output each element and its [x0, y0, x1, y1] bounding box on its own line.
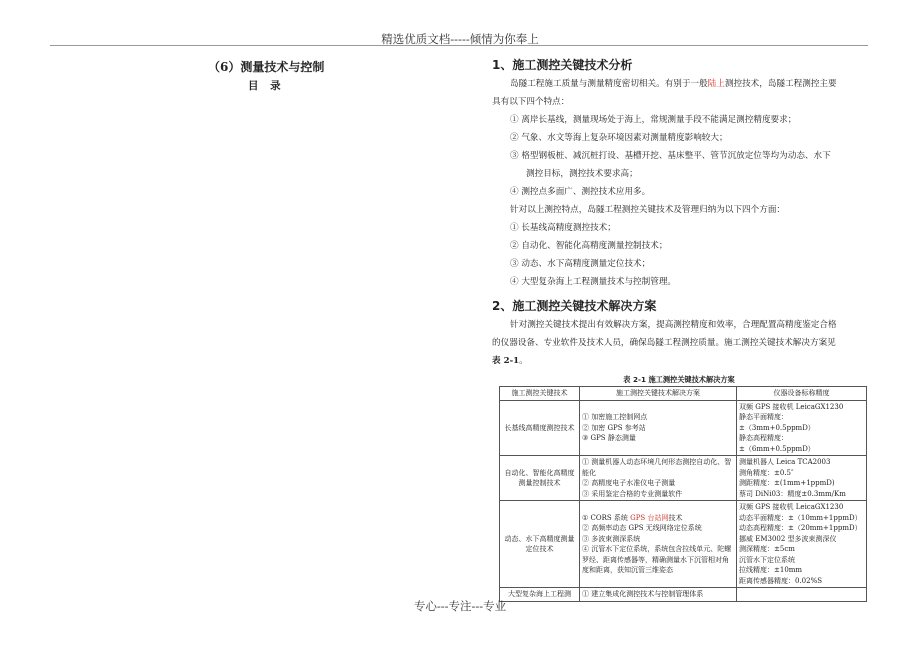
feature-item: ④ 测控点多面广、测控技术应用多。: [510, 187, 651, 197]
table-header-cell: 施工测控关键技术: [500, 387, 580, 401]
intro-line-2: 具有以下四个特点：: [492, 97, 570, 107]
solutions-cell: [580, 501, 737, 588]
tech-name-cell: 长基线高精度测控技术: [500, 400, 580, 456]
page-footer: 专心---专注---专业: [413, 599, 507, 613]
equipment-line: ±（6mm+0.5ppmD）: [739, 444, 815, 453]
intro-line-1: [492, 75, 866, 93]
right-column: [492, 56, 866, 602]
solution-text: ① CORS 系统: [582, 513, 631, 522]
feature-item: ③ 格型钢板桩、减沉桩打设、基槽开挖、基床整平、管节沉放定位等均为动态、水下: [510, 151, 831, 161]
aspect-item: ① 长基线高精度测控技术；: [510, 223, 616, 233]
solutions-table: [499, 386, 867, 602]
solution-item: ③ 采用鉴定合格的专业测量软件: [582, 489, 683, 498]
table-header-row: [500, 387, 867, 401]
solution-text: 技术: [668, 513, 683, 522]
equipment-line: 测距精度：±(1mm+1ppmD): [739, 479, 835, 487]
intro-highlight: 陆上: [707, 79, 725, 89]
equipment-line: 测量机器人 Leica TCA2003: [739, 458, 831, 466]
intro-text-a: 岛隧工程施工质量与测量精度密切相关。有别于一般: [510, 79, 708, 89]
solution-item: ② 高频率动态 GPS 无线网络定位系统: [582, 524, 702, 532]
summary-line: 针对以上测控特点，岛隧工程测控关键技术及管理归纳为以下四个方面：: [510, 205, 786, 215]
left-section-title: （6）测量技术与控制: [208, 60, 325, 74]
solution-item: ④ 沉管水下定位系统，系统包含拉线单元、陀螺罗经、距离传感器等，精确测量水下沉管相对角度和距离，获知沉管三维姿态: [582, 545, 732, 574]
equipment-line: 蔡司 DiNi03：精度±0.3mm/Km: [739, 489, 846, 498]
aspect-item: ④ 大型复杂海上工程测量技术与控制管理。: [510, 277, 677, 287]
equipment-line: 静态高程精度：: [739, 434, 788, 442]
table-header-cell: 施工测控关键技术解决方案: [580, 387, 737, 401]
page-header: 精选优质文档-----倾情为你奉上: [381, 32, 539, 46]
feature-item-continued: 测控目标，测控技术要求高；: [526, 169, 638, 179]
section-2-heading: 2、施工测控关键技术解决方案: [492, 299, 657, 313]
equipment-line: 沉管水下定位系统: [739, 555, 795, 564]
solution-item: ② 高精度电子水准仪电子测量: [582, 479, 676, 487]
aspect-item: ③ 动态、水下高精度测量定位技术；: [510, 259, 651, 269]
header-divider: [50, 45, 868, 46]
equipment-line: 距离传感器精度：0.02%S: [739, 576, 823, 585]
equipment-line: 测角精度：±0.5″: [739, 468, 794, 477]
equipment-line: 挪威 EM3002 型多波束测深仪: [739, 534, 837, 543]
equipment-line: 动态平面精度：±（10mm+1ppmD）: [739, 513, 862, 522]
feature-item: ② 气象、水文等海上复杂环境因素对测量精度影响较大；: [510, 133, 728, 143]
sec2-para-line-3: [492, 352, 866, 370]
solution-highlight: GPS 台站网: [630, 513, 669, 522]
toc-heading: 目 录: [248, 80, 285, 92]
equipment-cell: [737, 501, 867, 588]
equipment-line: 静态平面精度：: [739, 413, 788, 421]
equipment-line: 动态高程精度：±（20mm+1ppmD）: [739, 524, 862, 532]
table-row: [500, 400, 867, 456]
equipment-cell: [737, 400, 867, 456]
equipment-line: 测深精度：±5cm: [739, 545, 795, 553]
sec2-para-line-2: 的仪器设备、专业软件及技术人员，确保岛隧工程测控质量。施工测控关键技术解决方案见: [492, 338, 836, 348]
solution-item: ① 加密施工控制网点: [582, 413, 648, 421]
tech-name-cell: 动态、水下高精度测量定位技术: [500, 501, 580, 588]
solution-item: ③ GPS 静态测量: [582, 434, 636, 442]
solution-item: ② 加密 GPS 参考站: [582, 423, 646, 432]
table-row: [500, 456, 867, 501]
intro-text-b: 测控技术，岛隧工程测控主要: [724, 79, 837, 89]
feature-item: ① 离岸长基线，测量现场处于海上，常规测量手段不能满足测控精度要求；: [510, 115, 797, 125]
solutions-cell: [580, 456, 737, 501]
tech-name-cell: 大型复杂海上工程测: [500, 588, 580, 602]
solution-item: ③ 多波束测深系统: [582, 534, 641, 543]
solutions-cell: [580, 400, 737, 456]
equipment-line: ±（3mm+0.5ppmD）: [739, 423, 815, 432]
tech-name-cell: 自动化、智能化高精度测量控制技术: [500, 456, 580, 501]
solution-item: ① 测量机器人动态环境几何形态测控自动化、智能化: [582, 458, 732, 477]
equipment-cell: [737, 456, 867, 501]
solution-item: [582, 513, 734, 524]
table-reference: 表 2-1: [492, 356, 520, 366]
sec2-para-line-1: 针对测控关键技术提出有效解决方案，提高测控精度和效率，合理配置高精度鉴定合格: [510, 320, 837, 330]
equipment-line: 拉线精度：±10mm: [739, 566, 803, 574]
section-1-heading: 1、施工测控关键技术分析: [492, 58, 633, 72]
equipment-line: 双频 GPS 接收机 LeicaGX1230: [739, 402, 844, 411]
table-header-cell: 仪器设备标称精度: [737, 387, 867, 401]
solution-item: ① 建立集成化测控技术与控制管理体系: [582, 590, 704, 598]
sec2-para-end: 。: [519, 356, 528, 366]
aspect-item: ② 自动化、智能化高精度测量控制技术；: [510, 241, 668, 251]
table-row: [500, 501, 867, 588]
equipment-line: 双频 GPS 接收机 LeicaGX1230: [739, 503, 844, 511]
table-caption: 表 2-1 施工测控关键技术解决方案: [623, 375, 735, 384]
